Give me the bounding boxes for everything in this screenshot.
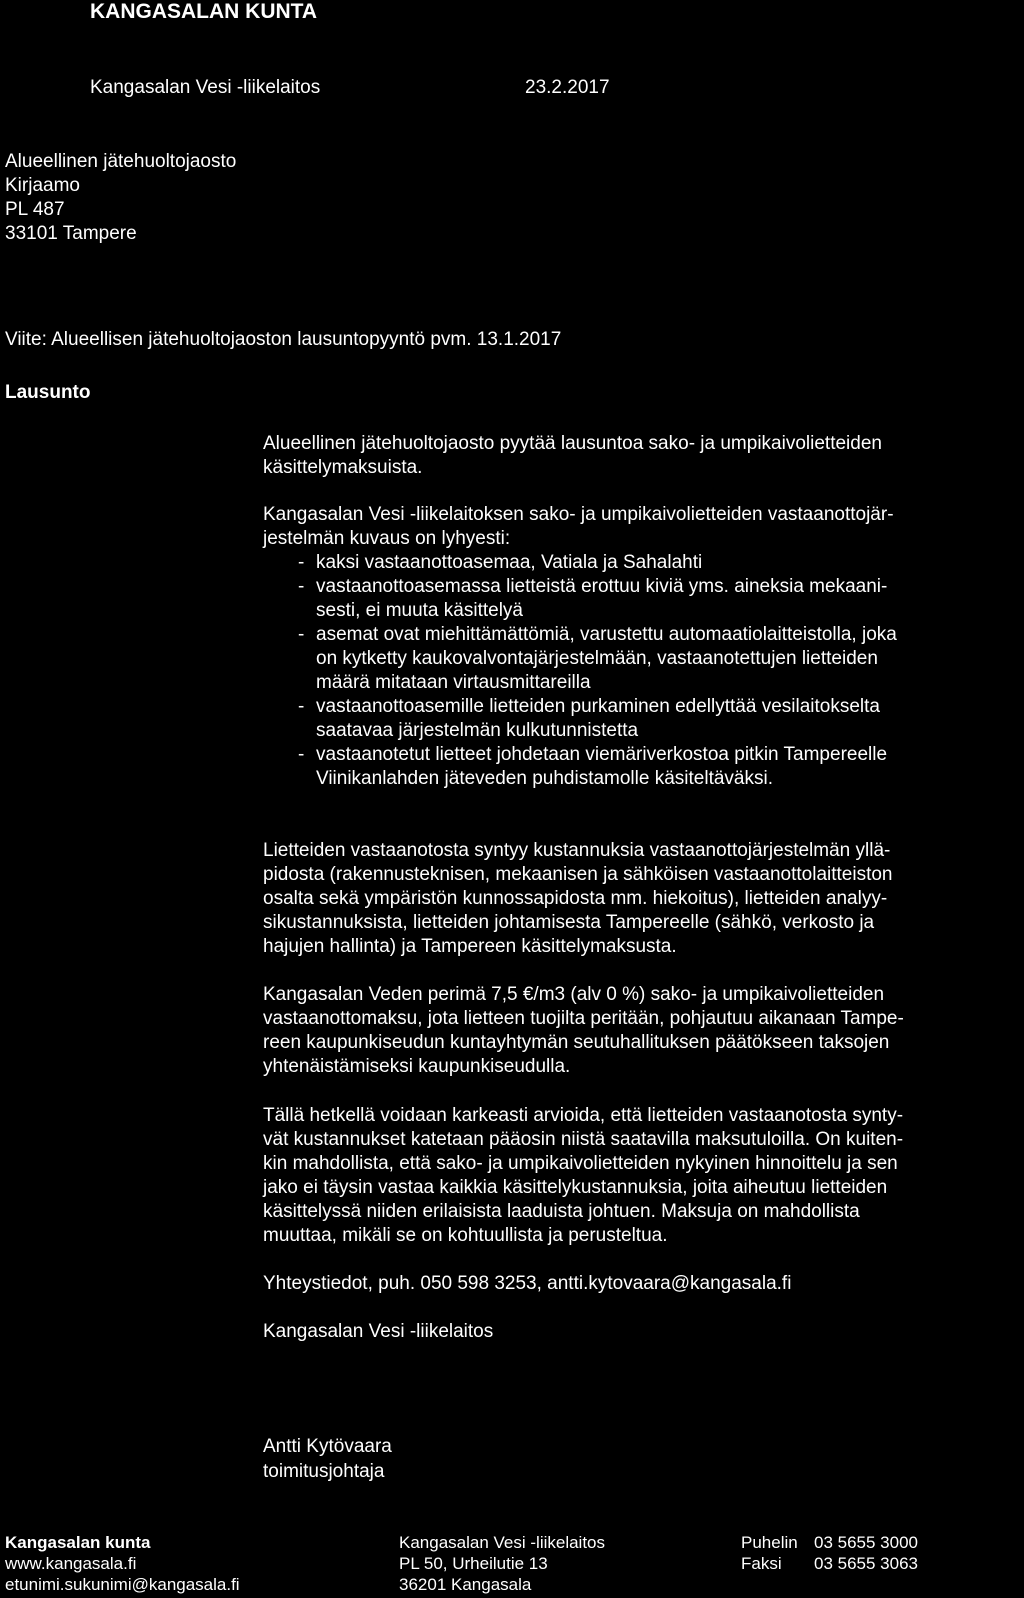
- recipient-address: [5, 150, 236, 246]
- department-name: Kangasalan Vesi -liikelaitos: [90, 77, 321, 98]
- text-line: jako ei täysin vastaa kaikkia käsittelykustannuksia, joita aiheutuu lietteiden: [263, 1177, 888, 1198]
- text-line: Tällä hetkellä voidaan karkeasti arvioida, että lietteiden vastaanotosta synty-: [263, 1105, 904, 1126]
- document-heading: Lausunto: [5, 382, 91, 403]
- signer-name: Antti Kytövaara: [263, 1436, 392, 1457]
- text-line: käsittelymaksuista.: [263, 457, 423, 478]
- list-item: [263, 695, 897, 743]
- contact-info: Yhteystiedot, puh. 050 598 3253, antti.kytovaara@kangasala.fi: [263, 1273, 792, 1294]
- recipient-line: 33101 Tampere: [5, 223, 137, 244]
- recipient-line: Alueellinen jätehuoltojaosto: [5, 151, 237, 172]
- list-dash: -: [298, 576, 305, 597]
- text-line: käsittelyssä niiden erilaisista laaduista johtuen. Maksuja on mahdollista: [263, 1201, 860, 1222]
- recipient-line: Kirjaamo: [5, 175, 80, 196]
- organization-name: KANGASALAN KUNTA: [90, 0, 318, 23]
- text-line: Kangasalan Veden perimä 7,5 €/m3 (alv 0 %) sako- ja umpikaivolietteiden: [263, 984, 885, 1005]
- text-line: Alueellinen jätehuoltojaosto pyytää lausuntoa sako- ja umpikaivolietteiden: [263, 433, 882, 454]
- footer-municipality-name: Kangasalan kunta: [5, 1533, 151, 1552]
- paragraph-system-intro: [263, 503, 894, 551]
- text-line: sesti, ei muuta käsittelyä: [316, 600, 523, 621]
- sender-organization: Kangasalan Vesi -liikelaitos: [263, 1321, 494, 1342]
- list-item: [263, 551, 897, 575]
- list-dash: -: [298, 552, 305, 573]
- list-dash: -: [298, 696, 305, 717]
- text-line: Kangasalan Vesi -liikelaitoksen sako- ja umpikaivolietteiden vastaanottojär-: [263, 504, 894, 525]
- footer-fax-row: [741, 1553, 918, 1574]
- fax-number: 03 5655 3063: [814, 1554, 918, 1573]
- text-line: muuttaa, mikäli se on kohtuullista ja perusteltua.: [263, 1225, 668, 1246]
- text-line: sikustannuksista, lietteiden johtamisesta Tampereelle (sähkö, verkosto ja: [263, 912, 875, 933]
- text-line: reen kaupunkiseudun kuntayhtymän seutuhallituksen päätökseen taksojen: [263, 1032, 890, 1053]
- signer-title: toimitusjohtaja: [263, 1461, 385, 1482]
- paragraph-assessment: [263, 1104, 903, 1248]
- list-item: [263, 575, 897, 623]
- paragraph-costs: [263, 839, 893, 959]
- text-line: vastaanottoasemille lietteiden purkaminen edellyttää vesilaitokselta: [316, 696, 880, 717]
- text-line: asemat ovat miehittämättömiä, varustettu automaatiolaitteistolla, joka: [316, 624, 897, 645]
- phone-label: Puhelin: [741, 1533, 798, 1552]
- text-line: Lietteiden vastaanotosta syntyy kustannuksia vastaanottojärjestelmän yllä-: [263, 840, 891, 861]
- text-line: kin mahdollista, että sako- ja umpikaivolietteiden nykyinen hinnoittelu ja sen: [263, 1153, 898, 1174]
- footer-website: www.kangasala.fi: [5, 1554, 137, 1573]
- text-line: vät kustannukset katetaan pääosin niistä saatavilla maksutuloilla. On kuiten-: [263, 1129, 904, 1150]
- text-line: Viinikanlahden jäteveden puhdistamolle käsiteltäväksi.: [316, 768, 773, 789]
- footer-email: etunimi.sukunimi@kangasala.fi: [5, 1575, 240, 1594]
- text-line: kaksi vastaanottoasemaa, Vatiala ja Sahalahti: [316, 552, 703, 573]
- recipient-line: PL 487: [5, 199, 65, 220]
- footer-utility: [399, 1532, 605, 1595]
- list-dash: -: [298, 744, 305, 765]
- footer-address: PL 50, Urheilutie 13: [399, 1554, 548, 1573]
- footer-postal: 36201 Kangasala: [399, 1575, 532, 1594]
- fax-label: Faksi: [741, 1554, 782, 1573]
- text-line: hajujen hallinta) ja Tampereen käsittelymaksusta.: [263, 936, 677, 957]
- paragraph-request: [263, 432, 882, 480]
- footer-phone-fax: [741, 1532, 918, 1574]
- text-line: on kytketty kaukovalvontajärjestelmään, vastaanotettujen lietteiden: [316, 648, 878, 669]
- text-line: vastaanottoasemassa lietteistä erottuu kiviä yms. aineksia mekaani-: [316, 576, 888, 597]
- footer-phone-row: [741, 1532, 918, 1553]
- phone-number: 03 5655 3000: [814, 1533, 918, 1552]
- text-line: määrä mitataan virtausmittareilla: [316, 672, 591, 693]
- text-line: vastaanottomaksu, jota lietteen tuojilta peritään, pohjautuu aikanaan Tampe-: [263, 1008, 904, 1029]
- system-description-list: [263, 551, 897, 791]
- paragraph-fee: [263, 983, 904, 1079]
- text-line: jestelmän kuvaus on lyhyesti:: [263, 528, 511, 549]
- list-item: [263, 623, 897, 695]
- footer-utility-name: Kangasalan Vesi -liikelaitos: [399, 1533, 606, 1552]
- document-date: 23.2.2017: [525, 77, 610, 98]
- footer-municipality: [5, 1532, 240, 1595]
- text-line: pidosta (rakennusteknisen, mekaanisen ja sähköisen vastaanottolaitteiston: [263, 864, 893, 885]
- text-line: saatavaa järjestelmän kulkutunnistetta: [316, 720, 639, 741]
- text-line: yhtenäistämiseksi kaupunkiseudulla.: [263, 1056, 571, 1077]
- text-line: vastaanotetut lietteet johdetaan viemäriverkostoa pitkin Tampereelle: [316, 744, 888, 765]
- text-line: osalta sekä ympäristön kunnossapidosta mm. hiekoitus), lietteiden analyy-: [263, 888, 888, 909]
- reference-line: Viite: Alueellisen jätehuoltojaoston lausuntopyyntö pvm. 13.1.2017: [5, 329, 562, 350]
- list-dash: -: [298, 624, 305, 645]
- list-item: [263, 743, 897, 791]
